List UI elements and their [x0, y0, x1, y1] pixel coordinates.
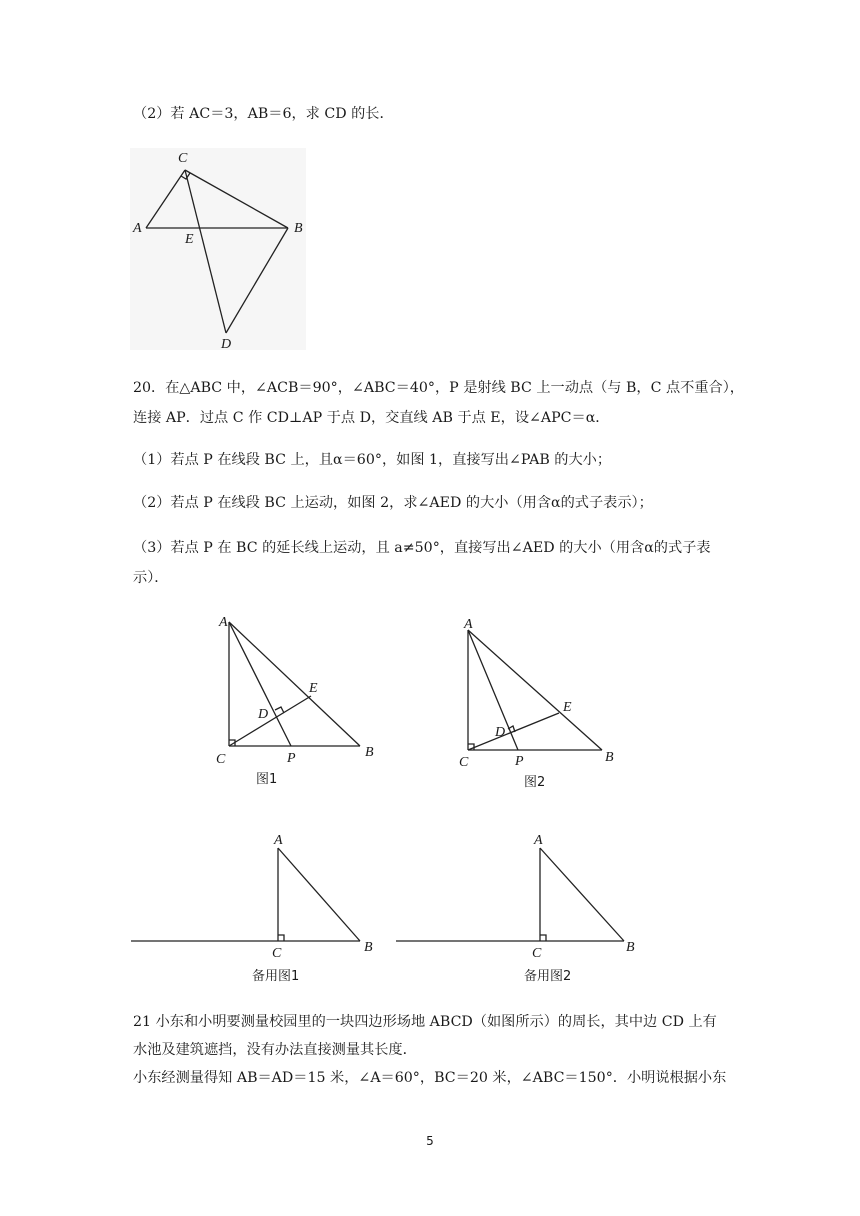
label-d: D	[221, 337, 232, 352]
q21-line2: 水池及建筑遮挡，没有办法直接测量其长度．	[133, 1042, 417, 1058]
fig2-label-a: A	[464, 617, 473, 632]
q21-line3: 小东经测量得知 AB＝AD＝15 米，∠A＝60°，BC＝20 米，∠ABC＝150°．小明说根据小东	[133, 1070, 727, 1086]
fig1-caption: 图1	[256, 772, 278, 787]
label-c: C	[178, 151, 188, 166]
spare1-label-a: A	[274, 833, 283, 848]
label-a: A	[133, 221, 142, 236]
page-number: 5	[426, 1134, 434, 1148]
fig1-label-b: B	[365, 745, 374, 760]
fig2-label-c: C	[459, 755, 469, 770]
q20-stem-line1: 20．在△ABC 中，∠ACB＝90°，∠ABC＝40°，P 是射线 BC 上一动点（与 B，C 点不重合），	[133, 380, 744, 396]
fig2-label-d: D	[495, 725, 506, 740]
q19-figure	[128, 146, 328, 356]
fig1-label-a: A	[219, 615, 228, 630]
fig1-label-e: E	[309, 681, 318, 696]
q19-part2-text: （2）若 AC＝3，AB＝6，求 CD 的长．	[133, 106, 394, 122]
spare1-label-b: B	[364, 940, 373, 955]
fig2-caption: 图2	[524, 775, 546, 790]
spare2-caption: 备用图2	[524, 969, 572, 984]
label-e: E	[185, 232, 194, 247]
spare2-label-a: A	[534, 833, 543, 848]
fig2-label-p: P	[515, 754, 524, 769]
q20-part1: （1）若点 P 在线段 BC 上，且α＝60°，如图 1，直接写出∠PAB 的大小；	[133, 452, 612, 468]
q20-figure-2	[452, 608, 652, 793]
spare1-label-c: C	[272, 946, 282, 961]
q20-stem-line2: 连接 AP．过点 C 作 CD⊥AP 于点 D，交直线 AB 于点 E，设∠APC＝α．	[133, 410, 610, 426]
label-b: B	[294, 221, 303, 236]
q20-part3-line2: 示）．	[133, 570, 169, 586]
fig1-label-p: P	[287, 751, 296, 766]
q21-line1: 21 小东和小明要测量校园里的一块四边形场地 ABCD（如图所示）的周长，其中边 CD 上有	[133, 1014, 717, 1030]
spare1-caption: 备用图1	[252, 969, 300, 984]
q20-spare-figure-2	[392, 826, 652, 986]
spare2-label-c: C	[532, 946, 542, 961]
fig1-label-d: D	[258, 707, 269, 722]
spare2-label-b: B	[626, 940, 635, 955]
q20-spare-figure-1	[128, 826, 388, 986]
q20-part3-line1: （3）若点 P 在 BC 的延长线上运动，且 a≠50°，直接写出∠AED 的大小（用含α的式子表	[133, 540, 711, 556]
q20-figure-1	[208, 608, 428, 793]
fig1-label-c: C	[216, 752, 226, 767]
q20-part2: （2）若点 P 在线段 BC 上运动，如图 2，求∠AED 的大小（用含α的式子表示）；	[133, 495, 653, 511]
fig2-label-b: B	[605, 750, 614, 765]
fig2-label-e: E	[563, 700, 572, 715]
